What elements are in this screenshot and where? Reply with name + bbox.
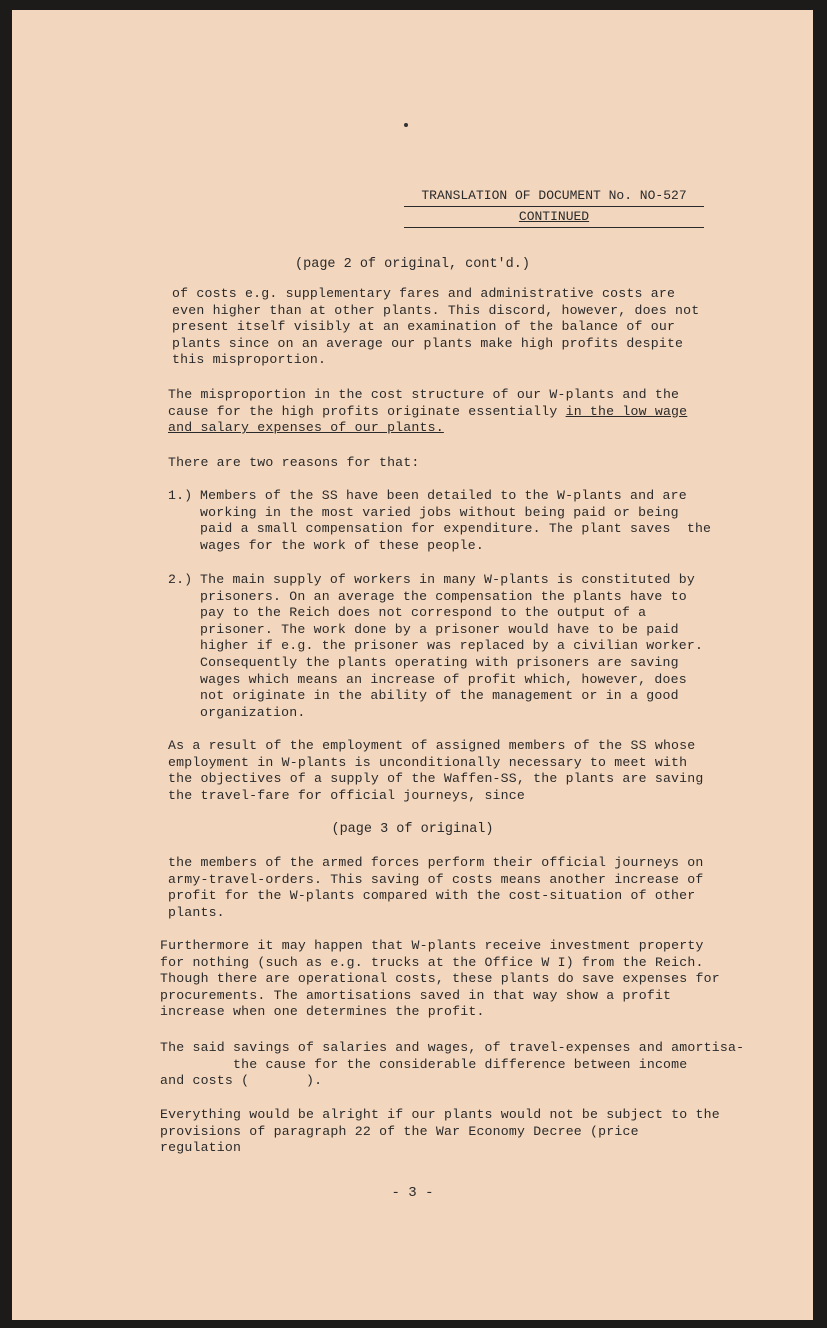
ink-dot bbox=[404, 123, 408, 127]
paragraph-investment: Furthermore it may happen that W-plants receive investment property for nothing (such as e.g. trucks at the Office W I) from the Reich. Though there are operational costs, these plants do save expenses for procurements. The amortisations saved in that way show a profit increase when one determines the profit. bbox=[160, 938, 720, 1020]
paragraph-two-reasons: There are two reasons for that: bbox=[168, 455, 420, 470]
page-note-first: (page 2 of original, cont'd.) bbox=[295, 257, 530, 272]
page-note-second: (page 3 of original) bbox=[331, 822, 494, 837]
paragraph-savings: The said savings of salaries and wages, of travel-expenses and amortisa- the cause for the considerable difference between income and costs ( ). bbox=[160, 1040, 745, 1089]
header-subtitle: CONTINUED bbox=[518, 209, 590, 224]
underlined-phrase: in the low wage and salary expenses of our plants. bbox=[168, 403, 688, 436]
document-page bbox=[12, 10, 813, 1320]
header-rule-bottom bbox=[404, 227, 704, 228]
paragraph-misproportion bbox=[168, 387, 687, 437]
header-title: TRANSLATION OF DOCUMENT No. NO-527 bbox=[421, 188, 687, 203]
list-item-2 bbox=[168, 572, 768, 722]
paragraph-armed-forces: the members of the armed forces perform their official journeys on army-travel-orders. This saving of costs means another increase of profit for the W-plants compared with the cost-situation of other plants. bbox=[168, 855, 704, 920]
paragraph-misproportion-text: The misproportion in the cost structure of our W-plants and the cause for the high profits originate essentially bbox=[168, 387, 680, 419]
header-rule bbox=[404, 206, 704, 207]
page-number: - 3 - bbox=[391, 1185, 434, 1201]
list-item-number: 2.) bbox=[168, 572, 193, 587]
list-item-number: 1.) bbox=[168, 488, 193, 503]
document-header bbox=[404, 188, 704, 230]
paragraph-travel-fare: As a result of the employment of assigned members of the SS whose employment in W-plants is unconditionally necessary to meet with the objectives of a supply of the Waffen-SS, the plants are saving the travel-fare for official journeys, since bbox=[168, 738, 704, 803]
list-item-text: Members of the SS have been detailed to the W-plants and are working in the most varied jobs without being paid or being paid a small compensation for expenditure. The plant saves the wages for the work of these people. bbox=[200, 488, 712, 553]
paragraph-price-regulation: Everything would be alright if our plants would not be subject to the provisions of paragraph 22 of the War Economy Decree (price regulation bbox=[160, 1107, 720, 1156]
paragraph-costs: of costs e.g. supplementary fares and administrative costs are even higher than at other plants. This discord, however, does not present itself visibly at an examination of the balance of our plants since on an average our plants make high profits despite this misproportion. bbox=[172, 286, 700, 368]
list-item-text: The main supply of workers in many W-plants is constituted by prisoners. On an average the compensation the plants have to pay to the Reich does not correspond to the output of a prisoner. The work done by a prisoner would have to be paid higher if e.g. the prisoner was replaced by a civilian worker. Consequently the plants operating with prisoners are saving wages which means an increase of profit which, however, does not originate in the ability of the management or in a good organization. bbox=[200, 572, 704, 720]
list-item-1 bbox=[168, 488, 768, 558]
